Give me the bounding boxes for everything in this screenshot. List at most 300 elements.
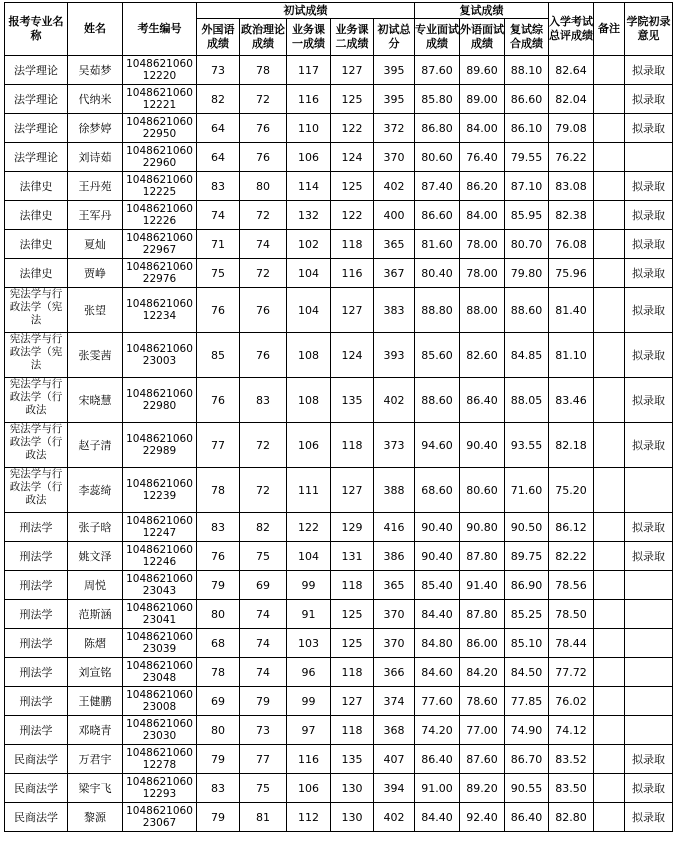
row-foreign: 79 bbox=[197, 803, 240, 832]
row-opinion: 拟录取 bbox=[625, 172, 673, 201]
row-retest-total: 85.25 bbox=[505, 600, 549, 629]
row-course1: 112 bbox=[287, 803, 331, 832]
exam-no-line1: 1048621060 bbox=[126, 478, 193, 490]
row-major: 刑法学 bbox=[5, 513, 68, 542]
table-row bbox=[5, 513, 673, 542]
exam-no-line2: 12278 bbox=[142, 759, 177, 771]
row-opinion: 拟录取 bbox=[625, 85, 673, 114]
row-course2: 130 bbox=[331, 803, 374, 832]
row-initial-total: 402 bbox=[374, 803, 415, 832]
row-exam-no bbox=[123, 687, 197, 716]
row-major: 刑法学 bbox=[5, 658, 68, 687]
exam-no-line2: 22960 bbox=[142, 157, 177, 169]
row-exam-no bbox=[123, 600, 197, 629]
row-foreign: 78 bbox=[197, 658, 240, 687]
row-foreign: 71 bbox=[197, 230, 240, 259]
major-text: 宪法学与行政法学（行政法 bbox=[9, 423, 63, 461]
row-interview: 80.60 bbox=[415, 143, 460, 172]
exam-no-line2: 22989 bbox=[142, 445, 177, 457]
row-major: 刑法学 bbox=[5, 716, 68, 745]
row-politics: 69 bbox=[240, 571, 287, 600]
row-retest-total: 88.60 bbox=[505, 288, 549, 333]
row-foreign-interview: 90.80 bbox=[460, 513, 505, 542]
row-course2: 118 bbox=[331, 230, 374, 259]
row-major bbox=[5, 378, 68, 423]
table-row bbox=[5, 658, 673, 687]
row-interview: 91.00 bbox=[415, 774, 460, 803]
row-initial-total: 383 bbox=[374, 288, 415, 333]
table-row bbox=[5, 259, 673, 288]
row-foreign: 83 bbox=[197, 513, 240, 542]
row-foreign: 74 bbox=[197, 201, 240, 230]
row-name: 张雯茜 bbox=[68, 333, 123, 378]
row-retest-total: 93.55 bbox=[505, 423, 549, 468]
row-remark bbox=[594, 333, 625, 378]
row-exam-no bbox=[123, 513, 197, 542]
row-initial-total: 365 bbox=[374, 571, 415, 600]
exam-no-line1: 1048621060 bbox=[126, 298, 193, 310]
row-overall: 83.46 bbox=[549, 378, 594, 423]
row-politics: 76 bbox=[240, 143, 287, 172]
row-foreign: 64 bbox=[197, 143, 240, 172]
row-exam-no bbox=[123, 114, 197, 143]
row-course1: 96 bbox=[287, 658, 331, 687]
table-body bbox=[5, 56, 673, 832]
row-name: 刘宣铭 bbox=[68, 658, 123, 687]
row-course2: 125 bbox=[331, 172, 374, 201]
row-interview: 84.80 bbox=[415, 629, 460, 658]
row-politics: 76 bbox=[240, 114, 287, 143]
row-initial-total: 395 bbox=[374, 56, 415, 85]
row-remark bbox=[594, 56, 625, 85]
row-retest-total: 88.05 bbox=[505, 378, 549, 423]
row-major: 刑法学 bbox=[5, 600, 68, 629]
row-remark bbox=[594, 259, 625, 288]
exam-no-line1: 1048621060 bbox=[126, 87, 193, 99]
row-opinion: 拟录取 bbox=[625, 201, 673, 230]
row-foreign-interview: 78.00 bbox=[460, 230, 505, 259]
table-row bbox=[5, 571, 673, 600]
row-name: 张望 bbox=[68, 288, 123, 333]
row-course1: 122 bbox=[287, 513, 331, 542]
row-opinion: 拟录取 bbox=[625, 542, 673, 571]
row-initial-total: 370 bbox=[374, 629, 415, 658]
table-row bbox=[5, 143, 673, 172]
row-opinion bbox=[625, 658, 673, 687]
row-remark bbox=[594, 716, 625, 745]
row-politics: 73 bbox=[240, 716, 287, 745]
row-exam-no bbox=[123, 230, 197, 259]
header-overall: 入学考试总评成绩 bbox=[549, 3, 594, 56]
row-name: 黎源 bbox=[68, 803, 123, 832]
row-foreign: 83 bbox=[197, 774, 240, 803]
row-exam-no bbox=[123, 423, 197, 468]
row-course1: 132 bbox=[287, 201, 331, 230]
row-course1: 104 bbox=[287, 288, 331, 333]
row-remark bbox=[594, 230, 625, 259]
table-row bbox=[5, 687, 673, 716]
row-remark bbox=[594, 423, 625, 468]
header-remark: 备注 bbox=[594, 3, 625, 56]
row-opinion bbox=[625, 468, 673, 513]
row-foreign-interview: 89.60 bbox=[460, 56, 505, 85]
major-text: 宪法学与行政法学（宪法 bbox=[9, 288, 63, 326]
table-row bbox=[5, 172, 673, 201]
row-course1: 106 bbox=[287, 774, 331, 803]
exam-no-line1: 1048621060 bbox=[126, 433, 193, 445]
row-foreign: 80 bbox=[197, 716, 240, 745]
row-major: 刑法学 bbox=[5, 687, 68, 716]
row-retest-total: 87.10 bbox=[505, 172, 549, 201]
exam-no-line1: 1048621060 bbox=[126, 515, 193, 527]
row-retest-total: 90.50 bbox=[505, 513, 549, 542]
row-retest-total: 86.40 bbox=[505, 803, 549, 832]
row-course2: 130 bbox=[331, 774, 374, 803]
exam-no-line1: 1048621060 bbox=[126, 203, 193, 215]
row-overall: 81.40 bbox=[549, 288, 594, 333]
row-initial-total: 372 bbox=[374, 114, 415, 143]
row-retest-total: 86.90 bbox=[505, 571, 549, 600]
row-name: 邓晓青 bbox=[68, 716, 123, 745]
row-initial-total: 402 bbox=[374, 378, 415, 423]
table-row bbox=[5, 600, 673, 629]
row-overall: 82.04 bbox=[549, 85, 594, 114]
row-initial-total: 395 bbox=[374, 85, 415, 114]
row-interview: 84.60 bbox=[415, 658, 460, 687]
table-row bbox=[5, 542, 673, 571]
row-exam-no bbox=[123, 172, 197, 201]
row-remark bbox=[594, 513, 625, 542]
row-course1: 97 bbox=[287, 716, 331, 745]
row-foreign: 85 bbox=[197, 333, 240, 378]
table-row bbox=[5, 333, 673, 378]
row-name: 王军丹 bbox=[68, 201, 123, 230]
table-row bbox=[5, 803, 673, 832]
row-remark bbox=[594, 629, 625, 658]
table-row bbox=[5, 378, 673, 423]
row-initial-total: 407 bbox=[374, 745, 415, 774]
row-major: 刑法学 bbox=[5, 571, 68, 600]
row-initial-total: 393 bbox=[374, 333, 415, 378]
row-name: 徐梦婷 bbox=[68, 114, 123, 143]
header-initial-group: 初试成绩 bbox=[197, 3, 415, 19]
row-course2: 129 bbox=[331, 513, 374, 542]
row-name: 宋晓慧 bbox=[68, 378, 123, 423]
header-retest-total: 复试综合成绩 bbox=[505, 19, 549, 56]
row-course1: 99 bbox=[287, 687, 331, 716]
row-exam-no bbox=[123, 85, 197, 114]
row-course1: 102 bbox=[287, 230, 331, 259]
row-foreign-interview: 86.40 bbox=[460, 378, 505, 423]
row-politics: 72 bbox=[240, 259, 287, 288]
row-course2: 124 bbox=[331, 143, 374, 172]
row-name: 范斯涵 bbox=[68, 600, 123, 629]
header-retest-group: 复试成绩 bbox=[415, 3, 549, 19]
row-exam-no bbox=[123, 143, 197, 172]
row-overall: 82.64 bbox=[549, 56, 594, 85]
row-initial-total: 402 bbox=[374, 172, 415, 201]
row-exam-no bbox=[123, 333, 197, 378]
row-interview: 74.20 bbox=[415, 716, 460, 745]
row-course2: 124 bbox=[331, 333, 374, 378]
exam-no-line2: 22967 bbox=[142, 244, 177, 256]
row-initial-total: 388 bbox=[374, 468, 415, 513]
header-foreign-interview: 外语面试成绩 bbox=[460, 19, 505, 56]
row-name: 李蕊绮 bbox=[68, 468, 123, 513]
exam-no-line2: 12225 bbox=[142, 186, 177, 198]
row-name: 周悦 bbox=[68, 571, 123, 600]
row-politics: 74 bbox=[240, 230, 287, 259]
row-initial-total: 367 bbox=[374, 259, 415, 288]
row-interview: 86.60 bbox=[415, 201, 460, 230]
row-politics: 79 bbox=[240, 687, 287, 716]
row-course2: 118 bbox=[331, 571, 374, 600]
row-foreign-interview: 92.40 bbox=[460, 803, 505, 832]
row-politics: 77 bbox=[240, 745, 287, 774]
exam-no-line1: 1048621060 bbox=[126, 388, 193, 400]
exam-no-line1: 1048621060 bbox=[126, 58, 193, 70]
row-foreign-interview: 86.00 bbox=[460, 629, 505, 658]
exam-no-line1: 1048621060 bbox=[126, 145, 193, 157]
row-foreign: 69 bbox=[197, 687, 240, 716]
row-overall: 82.80 bbox=[549, 803, 594, 832]
row-course2: 127 bbox=[331, 288, 374, 333]
table-row bbox=[5, 629, 673, 658]
row-course2: 122 bbox=[331, 201, 374, 230]
row-interview: 81.60 bbox=[415, 230, 460, 259]
row-opinion bbox=[625, 629, 673, 658]
row-opinion: 拟录取 bbox=[625, 333, 673, 378]
row-course2: 127 bbox=[331, 468, 374, 513]
table-row bbox=[5, 774, 673, 803]
exam-no-line2: 12220 bbox=[142, 70, 177, 82]
row-course2: 118 bbox=[331, 423, 374, 468]
row-course2: 116 bbox=[331, 259, 374, 288]
row-major: 民商法学 bbox=[5, 803, 68, 832]
row-overall: 78.50 bbox=[549, 600, 594, 629]
row-overall: 79.08 bbox=[549, 114, 594, 143]
row-interview: 86.80 bbox=[415, 114, 460, 143]
row-major: 法律史 bbox=[5, 230, 68, 259]
row-opinion: 拟录取 bbox=[625, 114, 673, 143]
row-retest-total: 85.95 bbox=[505, 201, 549, 230]
row-overall: 81.10 bbox=[549, 333, 594, 378]
row-retest-total: 90.55 bbox=[505, 774, 549, 803]
header-foreign: 外国语成绩 bbox=[197, 19, 240, 56]
row-remark bbox=[594, 288, 625, 333]
row-interview: 77.60 bbox=[415, 687, 460, 716]
table-row bbox=[5, 114, 673, 143]
row-overall: 86.12 bbox=[549, 513, 594, 542]
row-overall: 82.18 bbox=[549, 423, 594, 468]
row-retest-total: 85.10 bbox=[505, 629, 549, 658]
header-exam-no: 考生编号 bbox=[123, 3, 197, 56]
row-opinion bbox=[625, 571, 673, 600]
exam-no-line2: 12221 bbox=[142, 99, 177, 111]
row-exam-no bbox=[123, 468, 197, 513]
row-course1: 116 bbox=[287, 745, 331, 774]
row-foreign-interview: 87.80 bbox=[460, 542, 505, 571]
row-major: 法学理论 bbox=[5, 143, 68, 172]
row-initial-total: 368 bbox=[374, 716, 415, 745]
exam-no-line2: 23048 bbox=[142, 672, 177, 684]
row-interview: 88.60 bbox=[415, 378, 460, 423]
row-politics: 76 bbox=[240, 288, 287, 333]
row-retest-total: 74.90 bbox=[505, 716, 549, 745]
row-exam-no bbox=[123, 716, 197, 745]
exam-no-line2: 23003 bbox=[142, 355, 177, 367]
row-retest-total: 79.80 bbox=[505, 259, 549, 288]
row-politics: 74 bbox=[240, 658, 287, 687]
row-remark bbox=[594, 114, 625, 143]
row-politics: 80 bbox=[240, 172, 287, 201]
row-name: 刘诗茹 bbox=[68, 143, 123, 172]
header-politics: 政治理论成绩 bbox=[240, 19, 287, 56]
row-foreign-interview: 78.60 bbox=[460, 687, 505, 716]
row-foreign: 83 bbox=[197, 172, 240, 201]
table-row bbox=[5, 230, 673, 259]
row-foreign-interview: 88.00 bbox=[460, 288, 505, 333]
row-opinion: 拟录取 bbox=[625, 56, 673, 85]
row-opinion: 拟录取 bbox=[625, 745, 673, 774]
row-course2: 125 bbox=[331, 600, 374, 629]
header-name: 姓名 bbox=[68, 3, 123, 56]
row-name: 陈熠 bbox=[68, 629, 123, 658]
row-foreign-interview: 76.40 bbox=[460, 143, 505, 172]
row-politics: 72 bbox=[240, 201, 287, 230]
row-interview: 84.40 bbox=[415, 803, 460, 832]
row-interview: 87.40 bbox=[415, 172, 460, 201]
row-foreign: 76 bbox=[197, 542, 240, 571]
row-exam-no bbox=[123, 571, 197, 600]
row-course1: 106 bbox=[287, 423, 331, 468]
row-name: 梁宇飞 bbox=[68, 774, 123, 803]
row-exam-no bbox=[123, 201, 197, 230]
row-major: 民商法学 bbox=[5, 774, 68, 803]
exam-no-line1: 1048621060 bbox=[126, 747, 193, 759]
row-exam-no bbox=[123, 542, 197, 571]
row-overall: 76.22 bbox=[549, 143, 594, 172]
row-foreign-interview: 82.60 bbox=[460, 333, 505, 378]
exam-no-line2: 23030 bbox=[142, 730, 177, 742]
exam-no-line1: 1048621060 bbox=[126, 689, 193, 701]
row-interview: 88.80 bbox=[415, 288, 460, 333]
row-retest-total: 86.60 bbox=[505, 85, 549, 114]
row-remark bbox=[594, 600, 625, 629]
row-course1: 117 bbox=[287, 56, 331, 85]
row-remark bbox=[594, 571, 625, 600]
exam-no-line2: 12239 bbox=[142, 490, 177, 502]
row-remark bbox=[594, 143, 625, 172]
table-row bbox=[5, 56, 673, 85]
table-row bbox=[5, 468, 673, 513]
row-overall: 83.50 bbox=[549, 774, 594, 803]
row-politics: 75 bbox=[240, 774, 287, 803]
row-remark bbox=[594, 201, 625, 230]
exam-no-line1: 1048621060 bbox=[126, 174, 193, 186]
exam-no-line1: 1048621060 bbox=[126, 660, 193, 672]
row-overall: 75.96 bbox=[549, 259, 594, 288]
exam-no-line2: 12246 bbox=[142, 556, 177, 568]
row-major: 民商法学 bbox=[5, 745, 68, 774]
row-foreign: 78 bbox=[197, 468, 240, 513]
row-course2: 125 bbox=[331, 629, 374, 658]
exam-no-line2: 22976 bbox=[142, 273, 177, 285]
exam-no-line1: 1048621060 bbox=[126, 116, 193, 128]
header-interview: 专业面试成绩 bbox=[415, 19, 460, 56]
exam-no-line2: 22950 bbox=[142, 128, 177, 140]
table-row bbox=[5, 745, 673, 774]
row-foreign: 82 bbox=[197, 85, 240, 114]
row-opinion: 拟录取 bbox=[625, 259, 673, 288]
row-course1: 106 bbox=[287, 143, 331, 172]
row-foreign-interview: 84.00 bbox=[460, 201, 505, 230]
row-politics: 74 bbox=[240, 600, 287, 629]
row-interview: 86.40 bbox=[415, 745, 460, 774]
row-overall: 75.20 bbox=[549, 468, 594, 513]
row-exam-no bbox=[123, 658, 197, 687]
row-opinion: 拟录取 bbox=[625, 288, 673, 333]
row-major bbox=[5, 468, 68, 513]
exam-no-line1: 1048621060 bbox=[126, 631, 193, 643]
row-course2: 122 bbox=[331, 114, 374, 143]
row-name: 吴茹梦 bbox=[68, 56, 123, 85]
row-foreign-interview: 77.00 bbox=[460, 716, 505, 745]
row-name: 王健鹏 bbox=[68, 687, 123, 716]
row-name: 万君宇 bbox=[68, 745, 123, 774]
exam-no-line2: 12234 bbox=[142, 310, 177, 322]
row-remark bbox=[594, 745, 625, 774]
row-foreign: 64 bbox=[197, 114, 240, 143]
row-retest-total: 79.55 bbox=[505, 143, 549, 172]
row-course1: 116 bbox=[287, 85, 331, 114]
row-foreign-interview: 84.20 bbox=[460, 658, 505, 687]
row-foreign: 76 bbox=[197, 288, 240, 333]
exam-no-line2: 23067 bbox=[142, 817, 177, 829]
row-remark bbox=[594, 542, 625, 571]
row-major: 法学理论 bbox=[5, 114, 68, 143]
row-course1: 108 bbox=[287, 333, 331, 378]
row-course1: 108 bbox=[287, 378, 331, 423]
row-overall: 82.38 bbox=[549, 201, 594, 230]
row-foreign-interview: 80.60 bbox=[460, 468, 505, 513]
row-retest-total: 80.70 bbox=[505, 230, 549, 259]
row-foreign-interview: 84.00 bbox=[460, 114, 505, 143]
row-overall: 77.72 bbox=[549, 658, 594, 687]
exam-no-line2: 23008 bbox=[142, 701, 177, 713]
row-overall: 83.08 bbox=[549, 172, 594, 201]
row-opinion: 拟录取 bbox=[625, 774, 673, 803]
exam-no-line2: 12247 bbox=[142, 527, 177, 539]
row-exam-no bbox=[123, 745, 197, 774]
exam-no-line2: 23041 bbox=[142, 614, 177, 626]
row-remark bbox=[594, 85, 625, 114]
row-initial-total: 373 bbox=[374, 423, 415, 468]
row-exam-no bbox=[123, 288, 197, 333]
row-foreign: 76 bbox=[197, 378, 240, 423]
table-row bbox=[5, 85, 673, 114]
row-remark bbox=[594, 378, 625, 423]
row-politics: 74 bbox=[240, 629, 287, 658]
row-foreign: 68 bbox=[197, 629, 240, 658]
row-major: 法律史 bbox=[5, 259, 68, 288]
row-initial-total: 365 bbox=[374, 230, 415, 259]
row-interview: 85.60 bbox=[415, 333, 460, 378]
row-interview: 94.60 bbox=[415, 423, 460, 468]
row-opinion bbox=[625, 687, 673, 716]
row-interview: 85.80 bbox=[415, 85, 460, 114]
row-foreign-interview: 78.00 bbox=[460, 259, 505, 288]
